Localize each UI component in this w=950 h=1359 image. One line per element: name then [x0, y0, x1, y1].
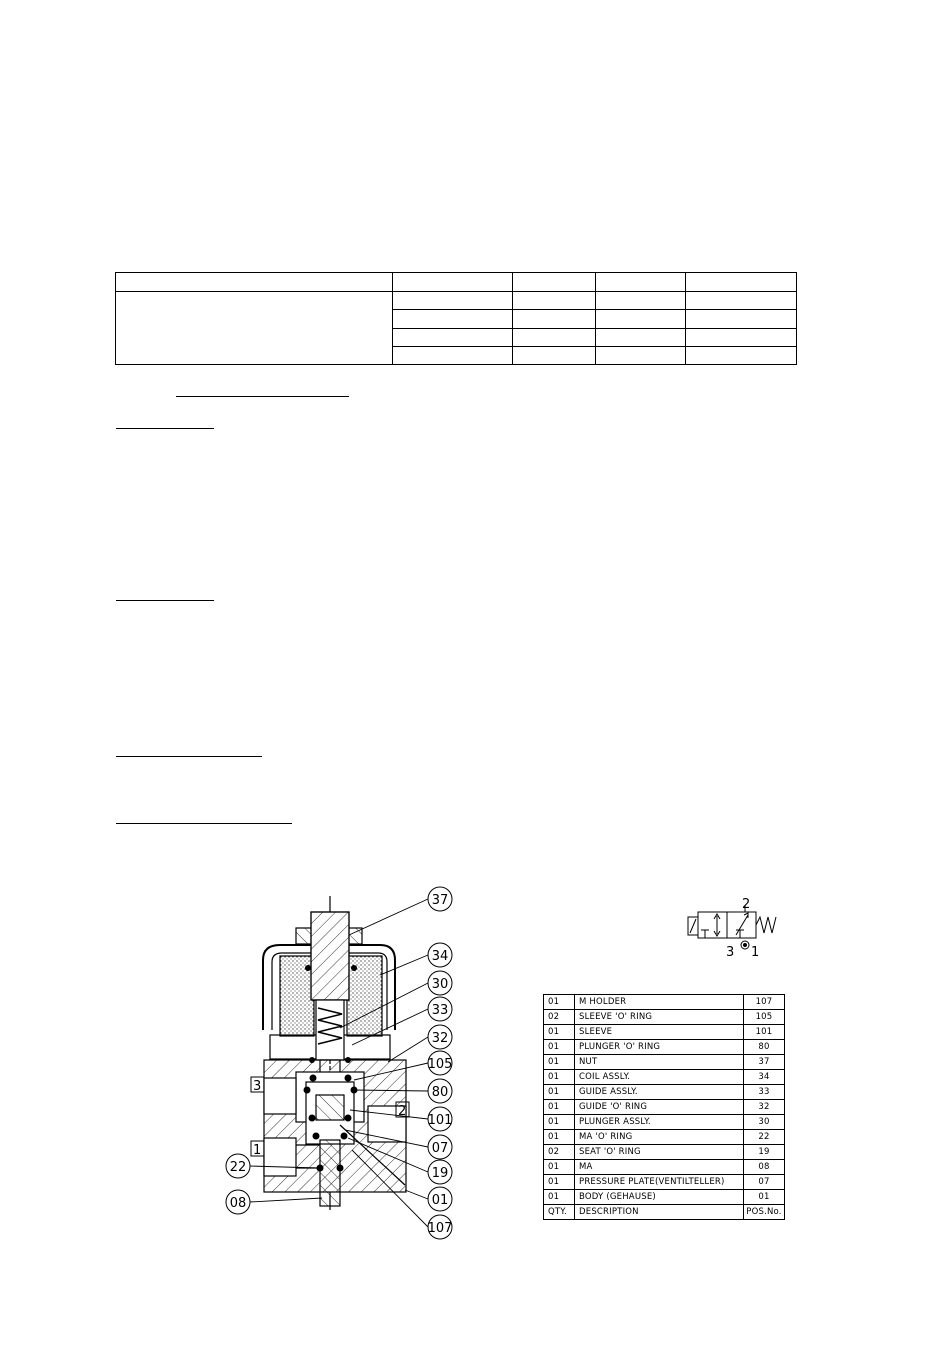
parts-table-row — [544, 1160, 785, 1175]
parts-cell-qty: 02 — [544, 1145, 575, 1160]
callout-22 — [226, 1154, 250, 1178]
parts-table-header — [544, 1205, 785, 1220]
svg-text:101: 101 — [427, 1113, 453, 1128]
parts-cell-description: PLUNGER ASSLY. — [575, 1115, 744, 1130]
svg-text:30: 30 — [431, 977, 449, 992]
callout-34 — [428, 943, 452, 967]
parts-cell-description: SLEEVE — [575, 1025, 744, 1040]
port-label-3: 3 — [253, 1079, 262, 1094]
callout-107 — [428, 1215, 453, 1239]
parts-cell-qty: 01 — [544, 1100, 575, 1115]
parts-cell-pos: 22 — [744, 1130, 785, 1145]
parts-cell-pos: 08 — [744, 1160, 785, 1175]
parts-table-row — [544, 1115, 785, 1130]
parts-table-row — [544, 1175, 785, 1190]
callout-80 — [428, 1079, 452, 1103]
parts-cell-description: NUT — [575, 1055, 744, 1070]
parts-cell-description: COIL ASSLY. — [575, 1070, 744, 1085]
symbol-port-1: 1 — [751, 945, 760, 960]
svg-text:07: 07 — [431, 1141, 449, 1156]
callout-01 — [428, 1187, 452, 1211]
parts-cell-pos: 30 — [744, 1115, 785, 1130]
callout-101 — [428, 1107, 453, 1131]
parts-table-row — [544, 995, 785, 1010]
svg-text:33: 33 — [431, 1003, 449, 1018]
callout-08 — [226, 1190, 250, 1214]
parts-cell-description: GUIDE 'O' RING — [575, 1100, 744, 1115]
svg-text:80: 80 — [431, 1085, 449, 1100]
svg-text:22: 22 — [229, 1160, 247, 1175]
svg-text:32: 32 — [431, 1031, 449, 1046]
parts-cell-description: BODY (GEHAUSE) — [575, 1190, 744, 1205]
callout-32 — [428, 1025, 452, 1049]
parts-table-row — [544, 1085, 785, 1100]
parts-cell-description: M HOLDER — [575, 995, 744, 1010]
svg-text:107: 107 — [427, 1221, 453, 1236]
parts-cell-qty: 01 — [544, 1055, 575, 1070]
parts-cell-pos: POS.No. — [744, 1205, 785, 1220]
parts-cell-pos: 33 — [744, 1085, 785, 1100]
parts-cell-qty: 01 — [544, 1160, 575, 1175]
symbol-port-3: 3 — [726, 945, 735, 960]
svg-text:34: 34 — [431, 949, 449, 964]
parts-cell-pos: 32 — [744, 1100, 785, 1115]
valve-symbol — [688, 906, 776, 949]
parts-cell-pos: 01 — [744, 1190, 785, 1205]
valve-cross-section — [263, 896, 406, 1210]
parts-table-row — [544, 1055, 785, 1070]
parts-cell-description: MA — [575, 1160, 744, 1175]
parts-cell-qty: 01 — [544, 1040, 575, 1055]
port-1 — [264, 1138, 296, 1176]
parts-table-row — [544, 1010, 785, 1025]
parts-cell-qty: 01 — [544, 1085, 575, 1100]
parts-cell-qty: 01 — [544, 1190, 575, 1205]
parts-cell-description: SEAT 'O' RING — [575, 1145, 744, 1160]
callout-105 — [428, 1051, 453, 1075]
parts-cell-qty: 01 — [544, 1025, 575, 1040]
parts-cell-qty: 01 — [544, 1070, 575, 1085]
parts-cell-pos: 107 — [744, 995, 785, 1010]
svg-text:01: 01 — [431, 1193, 449, 1208]
parts-cell-qty: 01 — [544, 1130, 575, 1145]
parts-cell-qty: QTY. — [544, 1205, 575, 1220]
port-label-1: 1 — [253, 1143, 262, 1158]
parts-table — [543, 994, 785, 1220]
parts-cell-qty: 02 — [544, 1010, 575, 1025]
callout-19 — [428, 1160, 452, 1184]
parts-cell-qty: 01 — [544, 1115, 575, 1130]
symbol-port-2: 2 — [742, 897, 751, 912]
parts-table-row — [544, 1130, 785, 1145]
parts-table-row — [544, 1025, 785, 1040]
svg-text:37: 37 — [431, 893, 449, 908]
parts-cell-description: PRESSURE PLATE(VENTILTELLER) — [575, 1175, 744, 1190]
parts-cell-pos: 80 — [744, 1040, 785, 1055]
parts-table-row — [544, 1100, 785, 1115]
parts-table-row — [544, 1040, 785, 1055]
parts-cell-description: DESCRIPTION — [575, 1205, 744, 1220]
port-3 — [264, 1078, 296, 1114]
parts-table-row — [544, 1070, 785, 1085]
parts-cell-description: MA 'O' RING — [575, 1130, 744, 1145]
port-label-2: 2 — [398, 1104, 407, 1119]
svg-text:08: 08 — [229, 1196, 247, 1211]
parts-cell-pos: 07 — [744, 1175, 785, 1190]
svg-text:105: 105 — [427, 1057, 453, 1072]
parts-cell-qty: 01 — [544, 995, 575, 1010]
parts-cell-pos: 19 — [744, 1145, 785, 1160]
parts-table-row — [544, 1190, 785, 1205]
callout-37 — [428, 887, 452, 911]
parts-cell-pos: 34 — [744, 1070, 785, 1085]
parts-cell-pos: 37 — [744, 1055, 785, 1070]
parts-cell-description: GUIDE ASSLY. — [575, 1085, 744, 1100]
parts-cell-pos: 101 — [744, 1025, 785, 1040]
callout-07 — [428, 1135, 452, 1159]
parts-cell-description: PLUNGER 'O' RING — [575, 1040, 744, 1055]
parts-table-row — [544, 1145, 785, 1160]
svg-text:19: 19 — [431, 1166, 449, 1181]
parts-cell-description: SLEEVE 'O' RING — [575, 1010, 744, 1025]
callout-30 — [428, 971, 452, 995]
parts-cell-pos: 105 — [744, 1010, 785, 1025]
callout-33 — [428, 997, 452, 1021]
parts-cell-qty: 01 — [544, 1175, 575, 1190]
